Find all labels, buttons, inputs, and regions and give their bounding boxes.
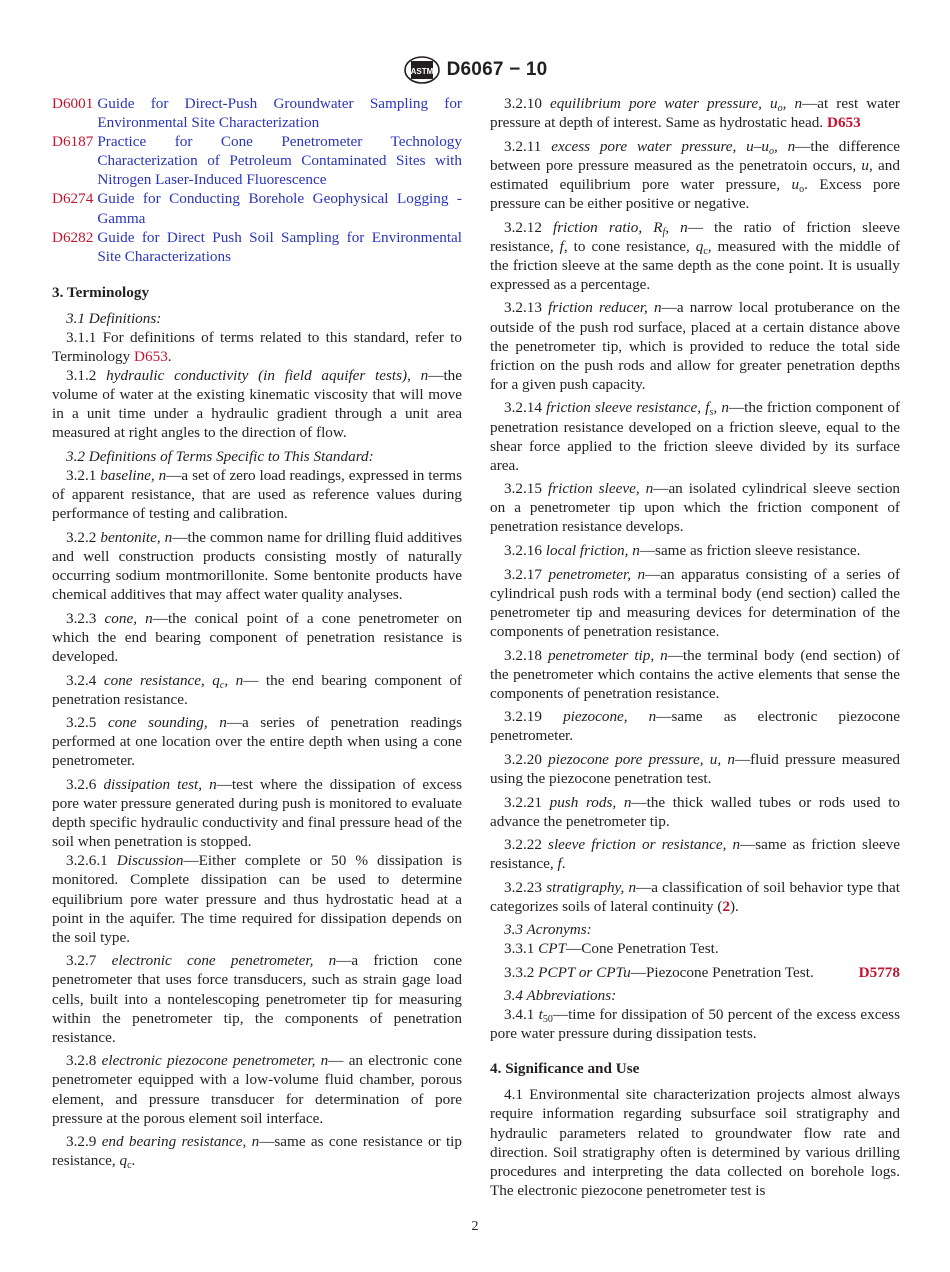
terminology-link[interactable]: D653	[134, 348, 168, 366]
reference-code[interactable]: D6282	[52, 228, 94, 246]
para-3-2-17: 3.2.17 penetrometer, n—an apparatus consisting of a series of cylindrical push rods with a terminal body (end section) called the penetrometer tip and measuring devices for determination of the components of penetration resistance.	[490, 565, 901, 640]
para-3-4: 3.4 Abbreviations:	[504, 987, 617, 1005]
reference-title[interactable]: Guide for Direct-Push Groundwater Sampling for Environmental Site Characterization	[97, 95, 462, 132]
reference-item[interactable]	[52, 132, 462, 189]
para-3-2-14: 3.2.14 friction sleeve resistance, $f_s$, n—the friction component of penetration resistance developed on a friction sleeve, equal to the shear force applied to the friction sleeve divided by its surface area.	[490, 399, 901, 474]
standard-tag-d5778[interactable]: D5778	[858, 963, 900, 981]
para-3-2-11: 3.2.11 excess pore water pressure, $u-u_o$, n—the difference between pore pressure measured as the penetratoin occurs, u, and estimated equilibrium pore water pressure, $u_o$. Excess pore pressure can be either positive or negative.	[490, 137, 901, 212]
para-3-2-10: 3.2.10 equilibrium pore water pressure, $u_o$, n—at rest water pressure at depth of interest. Same as hydrostatic head. D653	[490, 95, 900, 132]
para-3-3-2: 3.3.2 PCPT or CPTu—Piezocone Penetration Test. D5778	[504, 963, 900, 981]
para-3-2-8: 3.2.8 electronic piezocone penetrometer, n— an electronic cone penetrometer equipped with a low-volume fluid chamber, porous element, and pressure transducer for determination of pore pressure at the porous element soil interface.	[52, 1052, 463, 1127]
para-3-2-9: 3.2.9 end bearing resistance, n—same as cone resistance or tip resistance, $q_c$.	[52, 1133, 462, 1172]
section-heading-significance: 4. Significance and Use	[490, 1060, 640, 1078]
reference-code[interactable]: D6001	[52, 95, 94, 112]
para-3-2-6-1: 3.2.6.1 Discussion—Either complete or 50 % dissipation is monitored. Complete dissipation can be used to determine equilibrium pore water pressure and thus hydrostatic head at a point in the aquifer. The time required for dissipation depends on the soil type.	[52, 852, 462, 946]
reference-title[interactable]: Practice for Cone Penetrometer Technology Characterization of Petroleum Contaminated Sites with Nitrogen Laser-Induced Fluorescence	[97, 133, 462, 189]
page-number: 2	[471, 1219, 479, 1234]
astm-logo-icon	[403, 55, 441, 85]
para-3-2-15: 3.2.15 friction sleeve, n—an isolated cylindrical sleeve section on a penetrometer tip upon which the friction component of penetration resistance develops.	[490, 480, 901, 536]
reference-item[interactable]	[52, 189, 462, 227]
reference-item[interactable]	[52, 94, 462, 132]
right-column	[490, 94, 900, 1204]
para-3-1: 3.1 Definitions:	[66, 309, 162, 327]
reference-title[interactable]: Guide for Direct Push Soil Sampling for Environmental Site Characterizations	[97, 228, 462, 265]
para-3-2-23: 3.2.23 stratigraphy, n—a classification of soil behavior type that categorizes soils of lateral continuity (2).	[490, 879, 900, 916]
para-3-1-2: 3.1.2 hydraulic conductivity (in field aquifer tests), n—the volume of water at the existing kinematic viscosity that will move in a unit time under a hydraulic gradient through a unit area measured at right angles to the direction of flow.	[52, 367, 463, 442]
reference-code[interactable]: D6187	[52, 133, 94, 151]
section-heading-terminology: 3. Terminology	[52, 283, 150, 301]
para-3-2-2: 3.2.2 bentonite, n—the common name for drilling fluid additives and well construction products consisting mostly of naturally occurring sodium montmorillonite. Some bentonite products have chemical additives that may affect water quality analyses.	[52, 528, 462, 604]
reference-title[interactable]: Guide for Conducting Borehole Geophysical Logging - Gamma	[97, 190, 462, 227]
reference-code[interactable]: D6274	[52, 190, 94, 208]
para-3-2-1: 3.2.1 baseline, n—a set of zero load readings, expressed in terms of apparent resistance, that are used as reference values during performance of testing and calibration.	[52, 467, 463, 523]
page-header	[0, 54, 950, 86]
para-3-2-5: 3.2.5 cone sounding, n—a series of penetration readings performed at one location over the entire depth when using a cone penetrometer.	[52, 714, 462, 770]
para-3-2-4: 3.2.4 cone resistance, $q_c$, n— the end bearing component of penetration resistance.	[52, 671, 462, 708]
para-3-2: 3.2 Definitions of Terms Specific to This Standard:	[66, 448, 374, 465]
para-3-2-18: 3.2.18 penetrometer tip, n—the terminal body (end section) of the penetrometer which contains the active elements that sense the components of penetration resistance.	[490, 646, 900, 702]
para-4-1: 4.1 Environmental site characterization projects almost always require information regarding subsurface soil stratigraphy and hydraulic parameters related to groundwater flow rate and direction. Soil stratigraphy often is determined by various drilling procedures and interpreting the data collected on borehole logs. The electronic piezocone penetrometer test is	[490, 1086, 900, 1199]
para-3-2-22: 3.2.22 sleeve friction or resistance, n—same as friction sleeve resistance, f.	[490, 836, 900, 873]
left-column	[52, 94, 462, 1175]
para-3-2-13: 3.2.13 friction reducer, n—a narrow local protuberance on the outside of the push rod surface, placed at a certain distance above the penetrometer tip, which is provided to reduce the total side friction on the push rods and allow for greater penetration depths for a given push capacity.	[490, 299, 901, 393]
citation-link[interactable]: 2	[722, 898, 730, 916]
para-3-2-20: 3.2.20 piezocone pore pressure, u, n—fluid pressure measured using the piezocone penetration test.	[490, 751, 901, 788]
para-3-2-12: 3.2.12 friction ratio, $R_f$, n— the ratio of friction sleeve resistance, f, to cone resistance, $q_c$, measured with the middle of the friction sleeve at the same depth as the cone point. It is usually expressed as a percentage.	[490, 218, 901, 293]
para-3-2-21: 3.2.21 push rods, n—the thick walled tubes or rods used to advance the penetrometer tip.	[490, 793, 901, 830]
standard-tag-d653[interactable]: D653	[826, 114, 861, 132]
document-id: D6067 − 10	[446, 59, 548, 80]
para-3-2-3: 3.2.3 cone, n—the conical point of a cone penetrometer on which the end bearing component of penetration resistance is developed.	[52, 609, 462, 665]
astm-logo-text: ASTM	[410, 67, 433, 76]
reference-item[interactable]	[52, 228, 462, 266]
para-3-1-1: 3.1.1 For definitions of terms related to this standard, refer to Terminology D653.	[52, 328, 462, 366]
para-3-3-1: 3.3.1 CPT—Cone Penetration Test.	[504, 940, 719, 958]
para-3-2-7: 3.2.7 electronic cone penetrometer, n—a friction cone penetrometer that uses force transducers, such as strain gage load cells, built into a nontelescoping penetrometer tip for measuring within the penetrometer tip, the components of penetration resistance.	[52, 952, 462, 1046]
para-3-2-19: 3.2.19 piezocone, n—same as electronic piezocone penetrometer.	[490, 708, 900, 745]
para-3-4-1: 3.4.1 $t_{50}—time$ for dissipation of 50 percent of the excess excess pore water pressure during dissipation tests.	[490, 1006, 901, 1043]
para-3-2-16: 3.2.16 local friction, n—same as friction sleeve resistance.	[504, 542, 861, 560]
para-3-2-6: 3.2.6 dissipation test, n—test where the dissipation of excess pore water pressure generated during push is monitored to evaluate depth specific hydraulic conductivity and final pressure head of the soil when penetration is stopped.	[52, 776, 463, 851]
para-3-3: 3.3 Acronyms:	[504, 921, 592, 939]
